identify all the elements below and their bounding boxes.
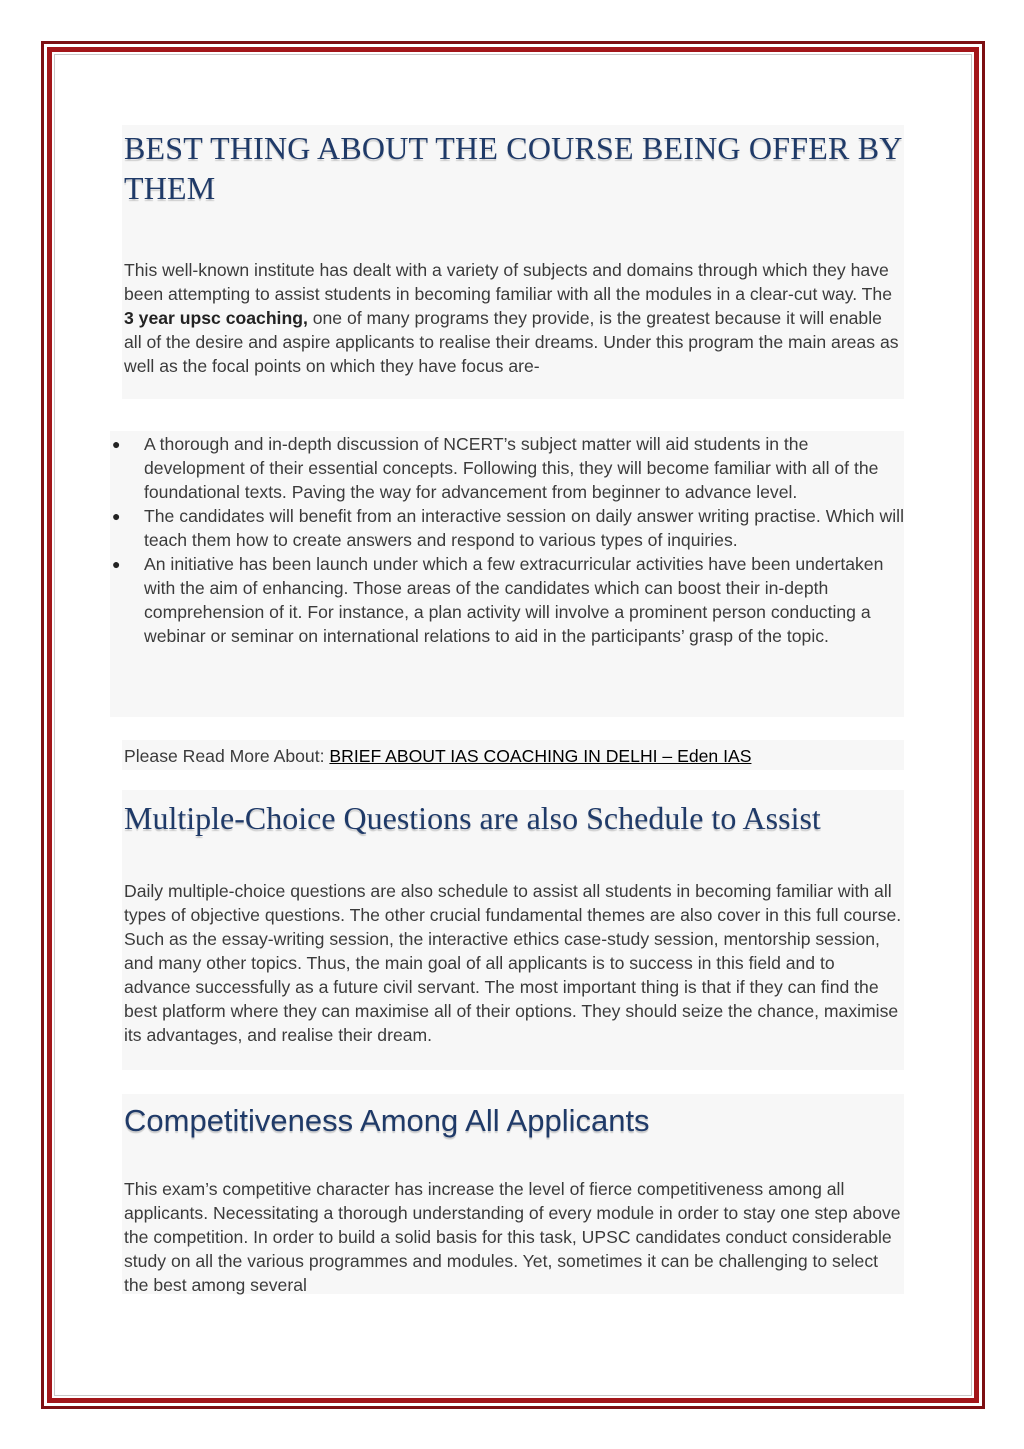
list-item <box>110 504 904 552</box>
bullet-icon: ● <box>112 436 121 452</box>
course-name-highlight: 3 year upsc coaching, <box>124 308 308 328</box>
section1-heading: BEST THING ABOUT THE COURSE BEING OFFER BY THEM <box>124 130 902 206</box>
section2-paragraph: Daily multiple-choice questions are also schedule to assist all students in becoming familiar with all types of objective questions. The other crucial fundamental themes are also cover in this full course. Such as the essay-writing session, the interactive ethics case-study session, mentorship session, and many other topics. Thus, the main goal of all applicants is to success in this field and to advance successfully as a future civil servant. The most important thing is that if they can find the best platform where they can maximise all of their options. They should seize the chance, maximise its advantages, and realise their dream. <box>124 881 902 1045</box>
read-more-line <box>124 744 904 768</box>
bullet-icon: ● <box>112 508 121 524</box>
section1-paragraph <box>124 258 904 378</box>
section3-paragraph: This exam’s competitive character has increase the level of fierce competitiveness among all applicants. Necessitating a thorough understanding of every module in order to stay one step above the competition. In order to build a solid basis for this task, UPSC candidates conduct considerable study on all the various programmes and modules. Yet, sometimes it can be challenging to select the best among several <box>124 1179 901 1295</box>
read-more-prefix: Please Read More About: <box>124 746 330 766</box>
features-list <box>110 432 904 648</box>
list-item-text: A thorough and in-depth discussion of NCERT’s subject matter will aid students in the development of their essential concepts. Following this, they will become familiar with all of the foundational texts. Paving the way for advancement from beginner to advance level. <box>144 434 879 502</box>
section1-paragraph-start: This well-known institute has dealt with a variety of subjects and domains through which they have been attempting to assist students in becoming familiar with all the modules in a clear-cut way. The <box>124 260 892 304</box>
list-item <box>110 432 904 504</box>
list-item-text: An initiative has been launch under which a few extracurricular activities have been undertaken with the aim of enhancing. Those areas of the candidates which can boost their in-depth comprehension of it. For instance, a plan activity will involve a prominent person conducting a webinar or seminar on international relations to aid in the participants’ grasp of the topic. <box>144 554 884 646</box>
list-item-text: The candidates will benefit from an interactive session on daily answer writing practise. Which will teach them how to create answers and respond to various types of inquiries. <box>144 506 904 550</box>
read-more-link[interactable]: BRIEF ABOUT IAS COACHING IN DELHI – Eden IAS <box>329 746 752 766</box>
bullet-icon: ● <box>112 556 121 572</box>
section2-heading: Multiple-Choice Questions are also Schedule to Assist <box>124 800 821 836</box>
section1-paragraph-end: one of many programs they provide, is the greatest because it will enable all of the desire and aspire applicants to realise their dreams. Under this program the main areas as well as the focal points on which they have focus are- <box>124 308 899 376</box>
list-item <box>110 552 904 648</box>
section3-heading: Competitiveness Among All Applicants <box>124 1103 650 1138</box>
